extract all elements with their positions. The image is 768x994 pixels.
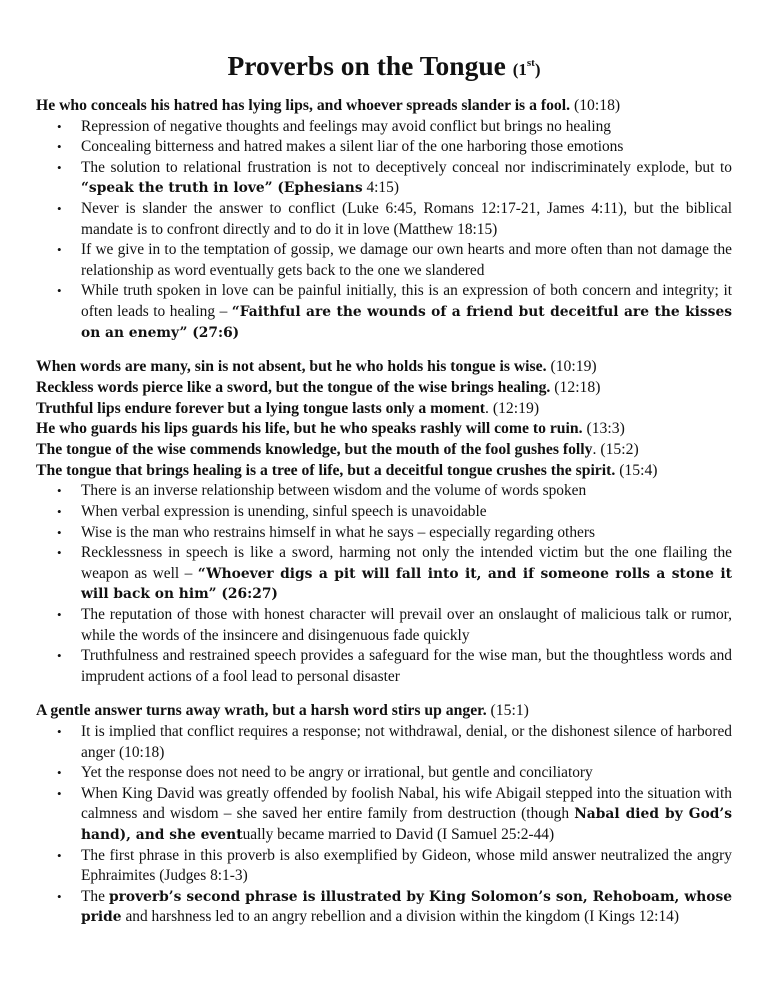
proverb-heading [36,399,732,420]
section-3 [36,701,732,928]
list-item-text: There is an inverse relationship between wisdom and the volume of words spoken [81,482,587,500]
bullet-list [36,117,732,344]
list-item-text: The [81,887,109,905]
proverb-heading [36,701,732,722]
document-body [36,96,732,928]
proverb-reference: (12:18) [550,378,601,396]
list-item [36,199,732,240]
proverb-heading [36,96,732,117]
scripture-quote: “speak the truth in love” (Ephesians [81,180,363,197]
bullet-icon: • [57,118,62,134]
list-item [36,763,732,784]
list-item-text: The reputation of those with honest character will prevail over an onslaught of malicious talk or rumor, while the words of the insincere and disingenuous fade quickly [81,606,732,644]
scripture-quote: Nabal died by God’s hand), and she event [81,806,732,844]
proverb-text: He who guards his lips guards his life, but he who speaks rashly will come to ruin. [36,420,583,438]
section-2 [36,357,732,687]
list-item-text: It is implied that conflict requires a response; not withdrawal, denial, or the dishonest silence of harbored anger (10:18) [81,723,732,761]
bullet-icon: • [57,524,62,540]
bullet-icon: • [57,139,62,155]
list-item-text: Yet the response does not need to be angry or irrational, but gentle and conciliatory [81,764,593,782]
list-item [36,158,732,199]
list-item-text: The solution to relational frustration is not to deceptively conceal nor indiscriminately explode, but to [81,158,732,176]
bullet-icon: • [57,159,62,175]
proverb-heading [36,378,732,399]
list-item-tail: 4:15) [362,179,399,197]
bullet-icon: • [57,724,62,740]
list-item [36,523,732,544]
page-title [36,0,732,82]
proverb-text: The tongue of the wise commends knowledge, but the mouth of the fool gushes folly [36,441,593,459]
bullet-icon: • [57,607,62,623]
list-item-text: While truth spoken in love can be painful initially, this is an expression of both concern and integrity; it often leads to healing – [81,282,732,321]
list-item-text: The first phrase in this proverb is also exemplified by Gideon, whose mild answer neutralized the angry Ephraimites (Judges 8:1-3) [81,846,732,885]
section-1 [36,96,732,343]
list-item [36,784,732,846]
list-item-text: Concealing bitterness and hatred makes a silent liar of the one harboring those emotions [81,138,624,156]
scripture-quote: proverb’s second phrase is illustrated by King Solomon’s son, Rehoboam, whose pride [81,888,732,926]
scripture-quote: “Faithful are the wounds of a friend but deceitful are the kisses on an enemy” (27:6) [81,304,732,341]
proverb-text: The tongue that brings healing is a tree of life, but a deceitful tongue crushes the spirit. [36,461,616,479]
proverb-reference: (10:19) [546,358,597,376]
proverb-reference: (13:3) [582,420,625,438]
list-item-text: When verbal expression is unending, sinful speech is unavoidable [81,503,487,521]
list-item-text: Repression of negative thoughts and feelings may avoid conflict but brings no healing [81,117,612,135]
list-item-text: Recklessness in speech is like a sword, harming not only the intended victim but the one flailing the weapon as well – [81,544,732,582]
proverb-reference: (15:1) [486,702,529,720]
proverb-text: Reckless words pierce like a sword, but the tongue of the wise brings healing. [36,378,551,396]
list-item-tail: and harshness led to an angry rebellion and a division within the kingdom (I Kings 12:14) [121,908,679,926]
bullet-icon: • [57,545,62,561]
bullet-icon: • [57,785,62,801]
bullet-icon: • [57,648,62,664]
list-item-text: Truthfulness and restrained speech provides a safeguard for the wise man, but the thoughtless words and imprudent actions of a fool lead to personal disaster [81,647,732,685]
list-item-tail: ually became married to David (I Samuel 25:2-44) [242,826,555,844]
proverb-reference: (10:18) [570,97,621,114]
bullet-icon: • [57,847,62,863]
list-item [36,605,732,646]
proverb-heading [36,461,732,482]
list-item [36,646,732,687]
list-item-text: When King David was greatly offended by foolish Nabal, his wife Abigail stepped into the situation with calmness and wisdom – she saved her entire family from destruction (though [81,784,732,823]
bullet-icon: • [57,483,62,499]
list-item [36,887,732,928]
proverb-heading [36,419,732,440]
bullet-icon: • [57,504,62,520]
bullet-icon: • [57,242,62,258]
list-item-text: If we give in to the temptation of gossip, we damage our own hearts and more often than not damage the relationship as word eventually gets back to the one we slandered [81,241,732,279]
list-item [36,481,732,502]
bullet-list [36,722,732,928]
title-edition: (1st) [512,57,541,79]
bullet-icon: • [57,201,62,217]
list-item-text: Wise is the man who restrains himself in what he says – especially regarding others [81,523,595,541]
list-item [36,543,732,605]
bullet-icon: • [57,765,62,781]
title-main: Proverbs on the Tongue [227,50,506,81]
list-item [36,281,732,343]
proverb-heading [36,440,732,461]
proverb-reference: (15:4) [615,461,658,479]
proverb-reference: . (15:2) [592,441,639,459]
proverb-text: He who conceals his hatred has lying lips, and whoever spreads slander is a fool. [36,97,571,114]
list-item-text: Never is slander the answer to conflict (Luke 6:45, Romans 12:17-21, James 4:11), but the biblical mandate is to confront directly and to do it in love (Matthew 18:15) [81,200,732,238]
bullet-icon: • [57,283,62,299]
bullet-icon: • [57,888,62,904]
proverb-text: When words are many, sin is not absent, but he who holds his tongue is wise. [36,358,547,376]
list-item [36,240,732,281]
scripture-quote: “Whoever digs a pit will fall into it, and if someone rolls a stone it will back on him” (26:27) [81,565,732,603]
list-item [36,722,732,763]
list-item [36,137,732,158]
proverb-text: A gentle answer turns away wrath, but a harsh word stirs up anger. [36,702,487,720]
bullet-list [36,481,732,687]
list-item [36,846,732,887]
proverb-heading [36,357,732,378]
proverb-text: Truthful lips endure forever but a lying tongue lasts only a moment [36,399,486,417]
proverb-reference: . (12:19) [485,399,540,417]
list-item [36,117,732,138]
list-item [36,502,732,523]
